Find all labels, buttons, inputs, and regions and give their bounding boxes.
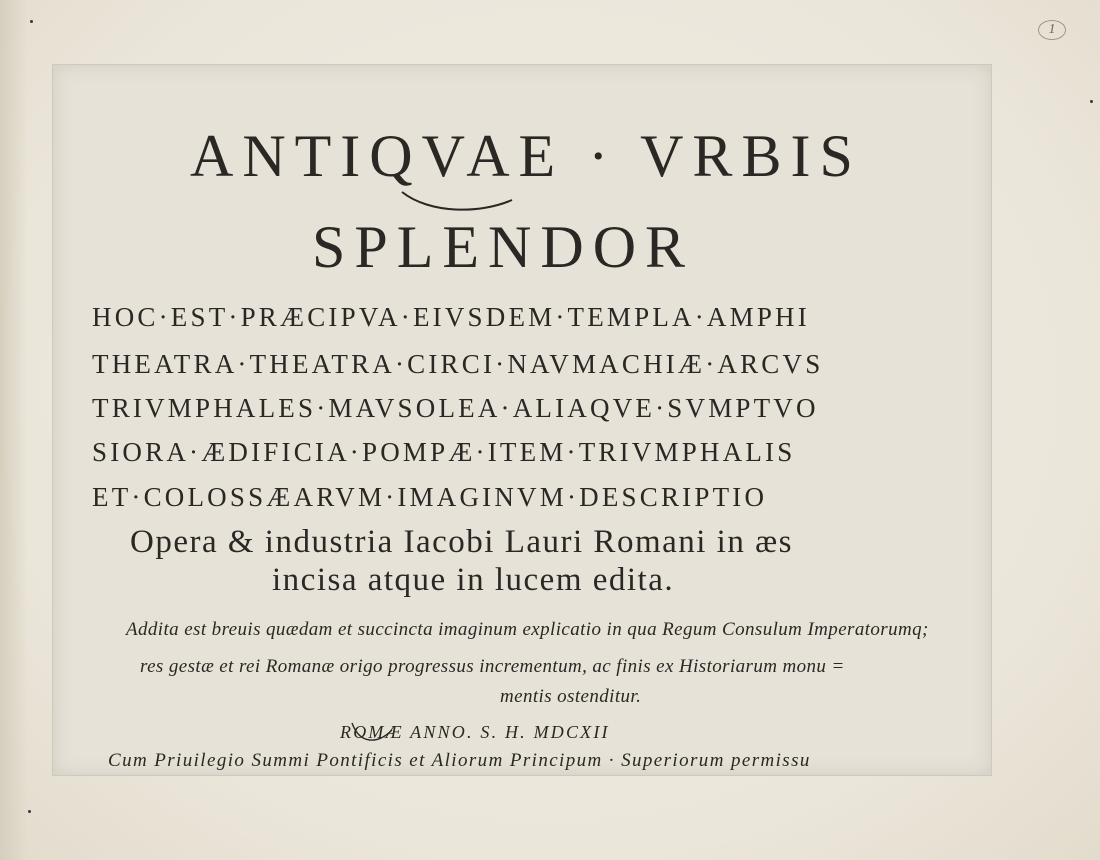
title-q-tail bbox=[402, 192, 512, 210]
subtitle-line-2: THEATRA·THEATRA·CIRCI·NAVMACHIÆ·ARCVS bbox=[92, 349, 824, 379]
addita-line-3: mentis ostenditur. bbox=[500, 686, 642, 707]
paper-speck bbox=[1090, 100, 1093, 103]
paper-speck bbox=[28, 810, 31, 813]
folio-number: 1 bbox=[1038, 20, 1066, 40]
opera-line-2: incisa atque in lucem edita. bbox=[272, 562, 675, 598]
subtitle-line-1: HOC·EST·PRÆCIPVA·EIVSDEM·TEMPLA·AMPHI bbox=[92, 302, 810, 332]
addita-line-1: Addita est breuis quædam et succincta imaginum explicatio in qua Regum Consulum Imperatorumq; bbox=[126, 619, 929, 640]
title-line-1: ANTIQVAE · VRBIS bbox=[190, 123, 862, 189]
addita-line-2: res gestæ et rei Romanæ origo progressus incrementum, ac finis ex Historiarum monu = bbox=[140, 656, 845, 677]
imprint-place-date: ROMÆ ANNO. S. H. MDCXII bbox=[340, 722, 610, 742]
opera-line-1: Opera & industria Iacobi Lauri Romani in æs bbox=[130, 524, 793, 560]
title-line-2: SPLENDOR bbox=[312, 214, 695, 280]
subtitle-line-3: TRIVMPHALES·MAVSOLEA·ALIAQVE·SVMPTVO bbox=[92, 393, 819, 423]
subtitle-line-5: ET·COLOSSÆARVM·IMAGINVM·DESCRIPTIO bbox=[92, 482, 768, 512]
paper-speck bbox=[30, 20, 33, 23]
subtitle-line-4: SIORA·ÆDIFICIA·POMPÆ·ITEM·TRIVMPHALIS bbox=[92, 437, 796, 467]
imprint-privilege: Cum Priuilegio Summi Pontificis et Aliorum Principum · Superiorum permissu bbox=[108, 750, 811, 771]
